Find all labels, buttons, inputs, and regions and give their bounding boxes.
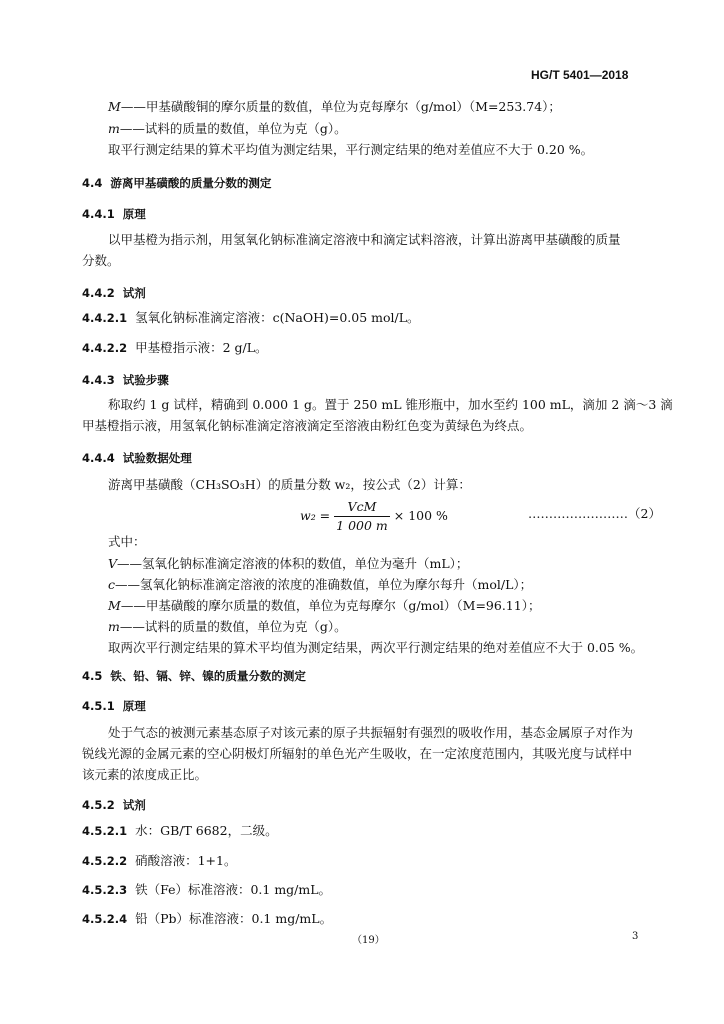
symbol: M (108, 598, 121, 613)
reagent-4-4-2-1: 4.4.2.1 氢氧化钠标准滴定溶液：c(NaOH)=0.05 mol/L。 (82, 310, 420, 325)
definition-c (108, 576, 532, 594)
definition-m (108, 618, 347, 636)
definition-M (108, 597, 540, 615)
symbol: m (108, 121, 120, 136)
formula-lhs: w₂ = (300, 508, 331, 523)
aas-principle-line-3: 该元素的浓度成正比。 (82, 767, 208, 782)
section-4-5-heading: 4.5 铁、铅、镉、锌、镍的质量分数的测定 (82, 669, 306, 683)
calculation-intro: 游离甲基磺酸（CH₃SO₃H）的质量分数 w₂，按公式（2）计算： (108, 477, 471, 492)
formula-numerator: VcM (334, 498, 390, 517)
procedure-line-2: 甲基橙指示液，用氢氧化钠标准滴定溶液滴定至溶液由粉红色变为黄绿色为终点。 (82, 418, 533, 433)
definition-text: ——试料的质量的数值，单位为克（g）。 (119, 121, 347, 136)
section-4-4-heading: 4.4 游离甲基磺酸的质量分数的测定 (82, 176, 272, 190)
footer-sequence: （19） (352, 935, 385, 946)
definition-text: ——氢氧化钠标准滴定溶液的浓度的准确数值，单位为摩尔每升（mol/L）； (115, 577, 533, 592)
symbol: c (108, 577, 116, 592)
section-4-5-2-heading: 4.5.2 试剂 (82, 798, 146, 812)
section-4-4-1-heading: 4.4.1 原理 (82, 207, 146, 221)
principle-line-1: 以甲基橙为指示剂，用氢氧化钠标准滴定溶液中和滴定试料溶液，计算出游离甲基磺酸的质量 (108, 232, 621, 247)
standard-code: HG/T 5401—2018 (531, 68, 629, 82)
definition-text: ——甲基磺酸的摩尔质量的数值，单位为克每摩尔（g/mol）（M=96.11）； (120, 598, 541, 613)
section-4-4-4-heading: 4.4.4 试验数据处理 (82, 451, 192, 465)
page-number: 3 (632, 931, 639, 942)
reagent-4-5-2-2: 4.5.2.2 硝酸溶液：1+1。 (82, 853, 237, 868)
where-label: 式中： (108, 534, 146, 549)
paragraph-two-parallel: 取两次平行测定结果的算术平均值为测定结果，两次平行测定结果的绝对差值应不大于 0.05 %。 (108, 640, 644, 655)
definition-M-top (108, 98, 561, 116)
formula-2 (300, 498, 448, 535)
definition-m-top (108, 120, 347, 138)
symbol: M (108, 99, 121, 114)
section-4-4-3-heading: 4.4.3 试验步骤 (82, 373, 169, 387)
reagent-4-5-2-1: 4.5.2.1 水：GB/T 6682，二级。 (82, 823, 278, 838)
aas-principle-line-1: 处于气态的被测元素基态原子对该元素的原子共振辐射有强烈的吸收作用，基态金属原子对作为 (108, 725, 634, 740)
reagent-4-5-2-3: 4.5.2.3 铁（Fe）标准溶液：0.1 mg/mL。 (82, 882, 332, 897)
paragraph-parallel-result: 取平行测定结果的算术平均值为测定结果，平行测定结果的绝对差值应不大于 0.20 %。 (108, 142, 594, 157)
section-4-5-1-heading: 4.5.1 原理 (82, 699, 146, 713)
formula-fraction (334, 498, 390, 535)
section-4-4-2-heading: 4.4.2 试剂 (82, 286, 146, 300)
definition-text: ——试料的质量的数值，单位为克（g）。 (119, 619, 347, 634)
symbol: m (108, 619, 120, 634)
procedure-line-1: 称取约 1 g 试样，精确到 0.000 1 g。置于 250 mL 锥形瓶中，加水至约 100 mL，滴加 2 滴～3 滴 (108, 397, 673, 412)
definition-text: ——氢氧化钠标准滴定溶液的体积的数值，单位为毫升（mL）； (117, 556, 469, 571)
principle-line-2: 分数。 (82, 253, 120, 268)
definition-V (108, 555, 468, 573)
formula-number: ……………………（2） (528, 506, 661, 521)
aas-principle-line-2: 锐线光源的金属元素的空心阴极灯所辐射的单色光产生吸收，在一定浓度范围内，其吸光度与试样中 (82, 746, 633, 761)
definition-text: ——甲基磺酸铜的摩尔质量的数值，单位为克每摩尔（g/mol）（M=253.74）； (120, 99, 561, 114)
reagent-4-4-2-2: 4.4.2.2 甲基橙指示液：2 g/L。 (82, 340, 268, 355)
formula-denominator: 1 000 m (336, 518, 388, 533)
reagent-4-5-2-4: 4.5.2.4 铅（Pb）标准溶液：0.1 mg/mL。 (82, 911, 333, 926)
formula-tail: × 100 % (393, 508, 448, 523)
symbol: V (108, 556, 118, 571)
